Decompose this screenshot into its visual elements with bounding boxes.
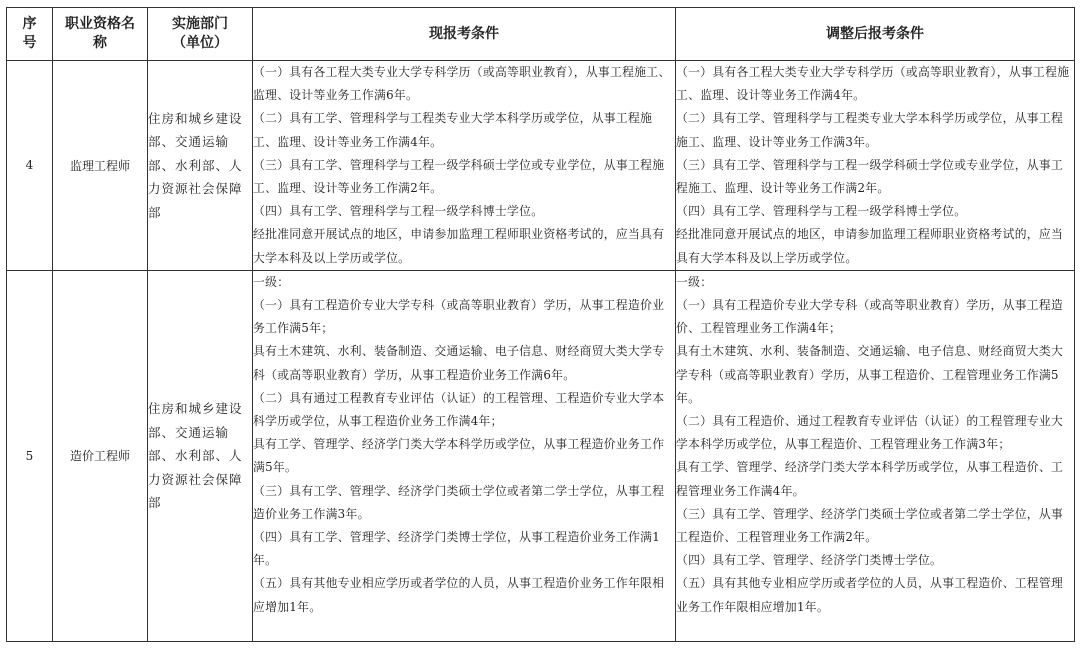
row-department: 住房和城乡建设部、交通运输部、水利部、人力资源社会保障部 (148, 61, 253, 271)
condition-line: 具有土木建筑、水利、装备制造、交通运输、电子信息、财经商贸大类大学专科（或高等职业教育）学历，从事工程造价业务工作满6年。 (253, 344, 665, 382)
condition-line: （二）具有工学、管理科学与工程类专业大学本科学历或学位，从事工程施工、监理、设计等业务工作满4年。 (253, 111, 653, 149)
condition-line: （四）具有工学、管理学、经济学门类博士学位，从事工程造价业务工作满1年。 (253, 530, 661, 568)
table-row (7, 270, 1075, 641)
condition-line: 一级： (253, 274, 290, 289)
condition-line: 经批准同意开展试点的地区，申请参加监理工程师职业资格考试的，应当具有大学本科及以上学历或学位。 (676, 227, 1064, 265)
condition-line: （四）具有工学、管理科学与工程一级学科博士学位。 (253, 204, 544, 219)
header-department: 实施部门（单位） (148, 8, 253, 61)
row-seq: 5 (7, 270, 53, 641)
header-seq: 序号 (7, 8, 53, 61)
row-department: 住房和城乡建设部、交通运输部、水利部、人力资源社会保障部 (148, 270, 253, 641)
row-seq: 4 (7, 61, 53, 271)
condition-line: （四）具有工学、管理学、经济学门类博士学位。 (676, 553, 943, 568)
header-adjusted-conditions: 调整后报考条件 (676, 8, 1075, 61)
condition-line: （三）具有工学、管理科学与工程一级学科硕士学位或专业学位，从事工程施工、监理、设计等业务工作满2年。 (676, 157, 1064, 196)
condition-line: 具有工学、管理学、经济学门类大学本科学历或学位，从事工程造价、工程管理业务工作满4年。 (676, 460, 1064, 498)
condition-line: 一级： (676, 274, 713, 289)
row-adjusted-conditions (676, 270, 1075, 641)
condition-line: （二）具有工学、管理科学与工程类专业大学本科学历或学位，从事工程施工、监理、设计等业务工作满3年。 (676, 111, 1064, 149)
condition-line: （三）具有工学、管理科学与工程一级学科硕士学位或专业学位，从事工程施工、监理、设计等业务工作满2年。 (253, 157, 665, 196)
row-adjusted-conditions (676, 61, 1075, 271)
condition-line: （五）具有其他专业相应学历或者学位的人员，从事工程造价、工程管理业务工作年限相应增加1年。 (676, 576, 1064, 614)
condition-line: （四）具有工学、管理科学与工程一级学科博士学位。 (676, 204, 967, 219)
table-row (7, 61, 1075, 271)
header-row (7, 8, 1075, 61)
condition-line: 具有土木建筑、水利、装备制造、交通运输、电子信息、财经商贸大类大学专科（或高等职业教育）学历，从事工程造价、工程管理业务工作满5年。 (676, 344, 1064, 405)
condition-line: （一）具有各工程大类专业大学专科学历（或高等职业教育），从事工程施工、监理、设计等业务工作满4年。 (676, 65, 1070, 103)
row-qualification: 造价工程师 (53, 270, 148, 641)
condition-line: （二）具有工程造价、通过工程教育专业评估（认证）的工程管理专业大学本科学历或学位，从事工程造价、工程管理业务工作满3年； (676, 414, 1064, 452)
condition-line: （一）具有各工程大类专业大学专科学历（或高等职业教育），从事工程施工、监理、设计等业务工作满6年。 (253, 65, 671, 103)
condition-line: （五）具有其他专业相应学历或者学位的人员，从事工程造价业务工作年限相应增加1年。 (253, 576, 665, 614)
condition-line: 具有工学、管理学、经济学门类大学本科学历或学位，从事工程造价业务工作满5年。 (253, 437, 665, 475)
header-current-conditions: 现报考条件 (253, 8, 676, 61)
condition-line: （一）具有工程造价专业大学专科（或高等职业教育）学历，从事工程造价、工程管理业务工作满4年； (676, 298, 1064, 336)
row-current-conditions (253, 61, 676, 271)
qualification-table (6, 7, 1075, 642)
condition-line: （二）具有通过工程教育专业评估（认证）的工程管理、工程造价专业大学本科学历或学位，从事工程造价业务工作满4年； (253, 390, 665, 429)
row-current-conditions (253, 270, 676, 641)
condition-line: （一）具有工程造价专业大学专科（或高等职业教育）学历，从事工程造价业务工作满5年； (253, 298, 665, 336)
row-qualification: 监理工程师 (53, 61, 148, 271)
condition-line: （三）具有工学、管理学、经济学门类硕士学位或者第二学士学位，从事工程造价、工程管理业务工作满2年。 (676, 506, 1064, 545)
condition-line: 经批准同意开展试点的地区，申请参加监理工程师职业资格考试的，应当具有大学本科及以上学历或学位。 (253, 227, 665, 265)
header-qualification: 职业资格名称 (53, 8, 148, 61)
condition-line: （三）具有工学、管理学、经济学门类硕士学位或者第二学士学位，从事工程造价业务工作满3年。 (253, 483, 665, 521)
